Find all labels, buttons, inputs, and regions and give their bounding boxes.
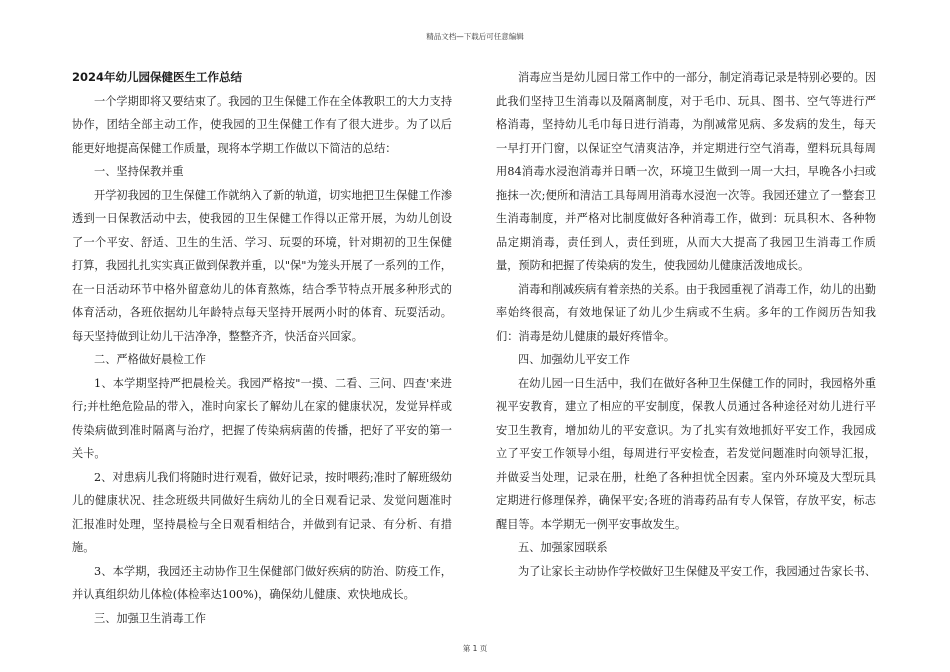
- paragraph: 在幼儿园一日生活中，我们在做好各种卫生保健工作的同时，我园格外重视平安教育，建立了相应的平安制度，保教人员通过各种途径对幼儿进行平安卫生教育，增加幼儿的平安意识。为了扎实有效地抓好平安工作，我园成立了平安工作领导小组，每周进行平安检查，若发觉问题准时向领导汇报，并做妥当处理，记录在册，杜绝了各种担忧全因素。室内外环境及大型玩具定期进行修理保养，确保平安;各班的消毒药品有专人保管，存放平安，标志醒目等。本学期无一例平安事故发生。: [496, 376, 877, 531]
- paragraph: 1、本学期坚持严把晨检关。我园严格按"一摸、二看、三问、四查'来进行;并杜绝危险品的带入，准时向家长了解幼儿在家的健康状况，发觉异样或传染病做到准时隔离与治疗，把握了传染病病菌的传播，把好了平安的第一关卡。: [72, 376, 452, 460]
- paragraph: 消毒应当是幼儿园日常工作中的一部分，制定消毒记录是特别必要的。因此我们坚持卫生消毒以及隔离制度，对于毛巾、玩具、图书、空气等进行严格消毒，坚持幼儿毛巾每日进行消毒，为削减常见病、多发病的发生，每天一早打开门窗，以保证空气清爽洁净，并定期进行空气消毒，塑料玩具每周用84消毒水浸泡消毒并日晒一次，环境卫生做到一周一大扫，早晚各小扫或拖抹一次;便所和清洁工具每周用消毒水浸泡一次等。我园还建立了一整套卫生消毒制度，并严格对比制度做好各种消毒工作，做到：玩具积木、各种物品定期消毒，责任到人，责任到班，从而大大提高了我园卫生消毒工作质量，预防和把握了传染病的发生，使我园幼儿健康活泼地成长。: [496, 71, 877, 272]
- paragraph: 2、对患病儿我们将随时进行观看，做好记录，按时喂药;准时了解班级幼儿的健康状况、挂念班级共同做好生病幼儿的全日观看记录、发觉问题准时汇报准时处理，坚持晨检与全日观看相结合，并做到有记录、有分析、有措施。: [72, 470, 452, 554]
- paragraph: 开学初我园的卫生保健工作就纳入了新的轨道，切实地把卫生保健工作渗透到一日保教活动中去，使我园的卫生保健工作得以正常开展，为幼儿创设了一个平安、舒适、卫生的生活、学习、玩耍的环境，针对期初的卫生保健打算，我园扎扎实实真正做到保教并重，以"保"为笼头开展了一系列的工作，在一日活动环节中格外留意幼儿的体育熬炼，结合季节特点开展多种形式的体育活动，各班依据幼儿年龄特点每天坚持开展两小时的体育、玩耍活动。每天坚持做到让幼儿干洁净净，整整齐齐，快活奋兴回家。: [72, 188, 453, 343]
- page-number: 第 1 页: [462, 644, 488, 653]
- section-heading-4: 四、加强幼儿平安工作: [518, 353, 630, 366]
- right-column: [496, 66, 876, 583]
- paragraph: 为了让家长主动协作学校做好卫生保健及平安工作，我园通过告家长书、: [518, 564, 877, 578]
- paragraph: 消毒和削减疾病有着亲热的关系。由于我园重视了消毒工作，幼儿的出勤率始终很高，有效地保证了幼儿少生病或不生病。多年的工作阅历告知我们：消毒是幼儿健康的最好疼惜伞。: [496, 282, 877, 343]
- left-column: [72, 66, 452, 630]
- section-heading-5: 五、加强家园联系: [518, 541, 608, 554]
- section-heading-1: 一、坚持保教并重: [94, 165, 184, 178]
- header-note: 精品文档—下载后可任意编辑: [426, 32, 524, 41]
- section-heading-2: 二、严格做好晨检工作: [94, 353, 206, 366]
- paragraph: 3、本学期，我园还主动协作卫生保健部门做好疾病的防治、防疫工作，并认真组织幼儿体检(体检率达100%)，确保幼儿健康、欢快地成长。: [72, 564, 452, 601]
- intro-paragraph: 一个学期即将又要结束了。我园的卫生保健工作在全体教职工的大力支持协作，团结全部主动工作，使我园的卫生保健工作有了很大进步。为了以后能更好地提高保健工作质量，现将本学期工作做以下简洁的总结：: [72, 94, 453, 155]
- page-title: 2024年幼儿园保健医生工作总结: [72, 70, 243, 84]
- section-heading-3: 三、加强卫生消毒工作: [94, 611, 206, 625]
